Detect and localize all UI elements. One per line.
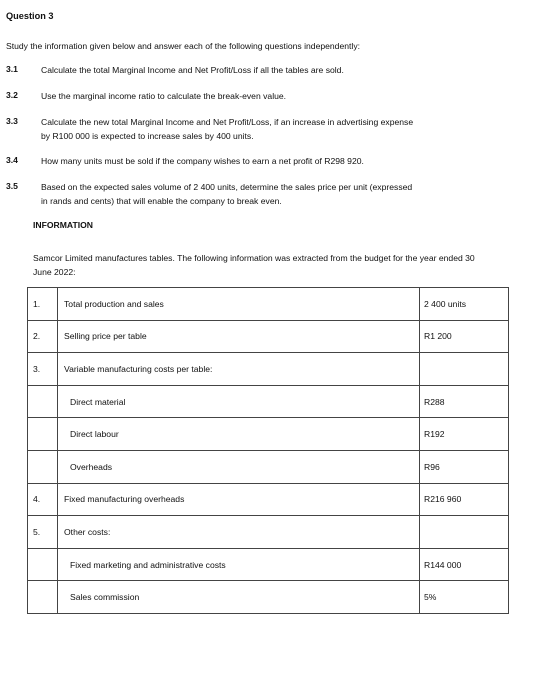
row-value: R216 960 [420, 483, 509, 516]
row-value: R288 [420, 385, 509, 418]
question-text: Calculate the total Marginal Income and Net Profit/Loss if all the tables are sold. [41, 65, 344, 75]
row-number: 5. [28, 516, 58, 549]
row-description: Other costs: [58, 516, 420, 549]
row-number [28, 581, 58, 614]
table-row [28, 288, 509, 321]
table-row [28, 320, 509, 353]
question-text-continued: in rands and cents) that will enable the company to break even. [41, 195, 282, 206]
table-row [28, 516, 509, 549]
row-description: Selling price per table [58, 320, 420, 353]
row-value: R1 200 [420, 320, 509, 353]
information-table [27, 287, 509, 614]
row-value [420, 516, 509, 549]
question-number: 3.5 [6, 181, 18, 191]
row-number: 2. [28, 320, 58, 353]
table-row [28, 450, 509, 483]
information-text-line: June 2022: [33, 266, 76, 277]
row-number: 4. [28, 483, 58, 516]
row-number: 1. [28, 288, 58, 321]
row-number [28, 548, 58, 581]
row-description: Sales commission [58, 581, 420, 614]
question-number: 3.1 [6, 64, 18, 74]
question-text: Calculate the new total Marginal Income and Net Profit/Loss, if an increase in advertising expense [41, 117, 414, 127]
row-description: Variable manufacturing costs per table: [58, 353, 420, 386]
row-value: R96 [420, 450, 509, 483]
question-number: 3.2 [6, 90, 18, 100]
instructions: Study the information given below and answer each of the following questions independently: [6, 41, 361, 51]
question-number: 3.3 [6, 116, 18, 126]
row-value: 5% [420, 581, 509, 614]
row-value [420, 353, 509, 386]
information-text [33, 252, 503, 279]
question-text-continued: by R100 000 is expected to increase sales by 400 units. [41, 130, 254, 141]
table-row [28, 418, 509, 451]
row-description: Fixed marketing and administrative costs [58, 548, 420, 581]
question-number: 3.4 [6, 155, 18, 165]
table-row [28, 581, 509, 614]
row-description: Overheads [58, 450, 420, 483]
question-title: Question 3 [6, 11, 54, 21]
row-value: R192 [420, 418, 509, 451]
question-text: Use the marginal income ratio to calculate the break-even value. [41, 91, 287, 101]
information-heading: INFORMATION [33, 220, 93, 230]
table-row [28, 548, 509, 581]
row-description: Total production and sales [58, 288, 420, 321]
row-description: Direct labour [58, 418, 420, 451]
table-row [28, 385, 509, 418]
row-number [28, 450, 58, 483]
row-description: Direct material [58, 385, 420, 418]
table-row [28, 483, 509, 516]
row-value: 2 400 units [420, 288, 509, 321]
question-text: Based on the expected sales volume of 2 400 units, determine the sales price per unit (expressed [41, 182, 413, 192]
row-value: R144 000 [420, 548, 509, 581]
information-text-line: Samcor Limited manufactures tables. The following information was extracted from the budget for the year ended 30 [33, 253, 475, 263]
row-description: Fixed manufacturing overheads [58, 483, 420, 516]
table-row [28, 353, 509, 386]
row-number [28, 418, 58, 451]
row-number [28, 385, 58, 418]
question-text: How many units must be sold if the company wishes to earn a net profit of R298 920. [41, 156, 364, 166]
row-number: 3. [28, 353, 58, 386]
